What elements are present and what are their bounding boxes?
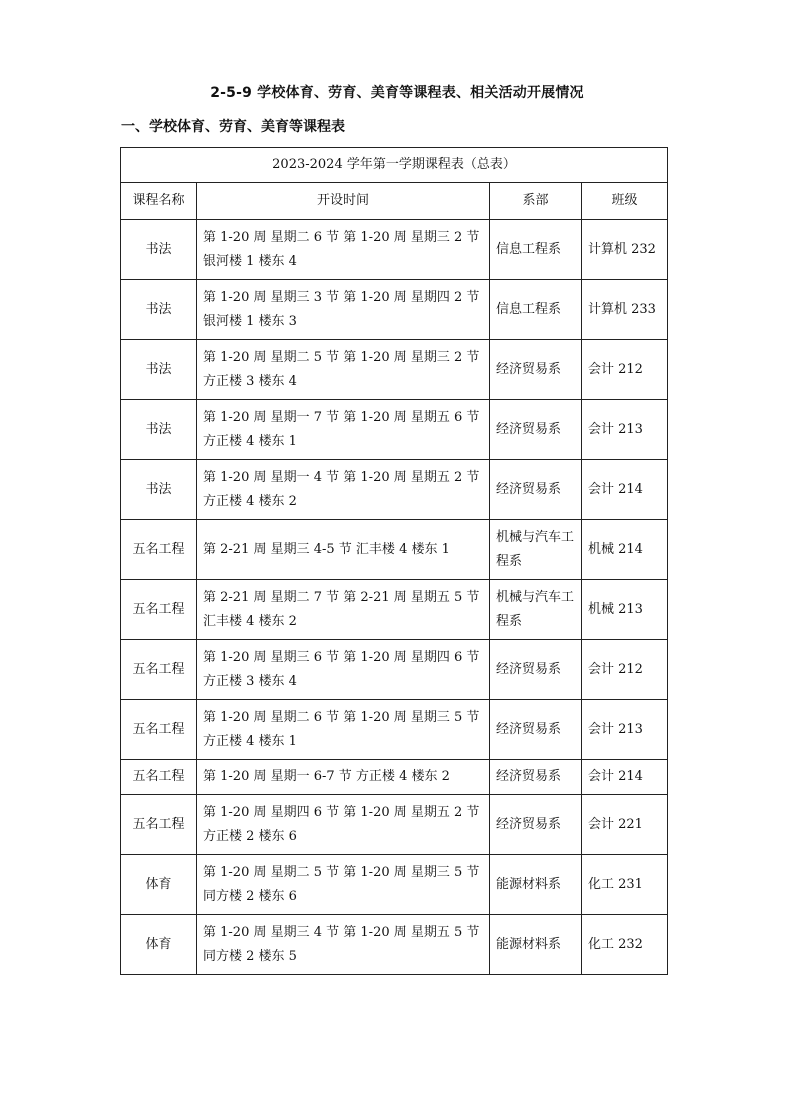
course-name-cell: 书法 — [121, 220, 197, 280]
department-cell: 机械与汽车工程系 — [490, 520, 582, 580]
class-cell: 化工 232 — [582, 915, 668, 975]
table-row — [121, 640, 668, 700]
course-name-cell: 书法 — [121, 460, 197, 520]
department-cell: 经济贸易系 — [490, 340, 582, 400]
course-name-cell: 五名工程 — [121, 760, 197, 795]
table-row — [121, 460, 668, 520]
table-body — [121, 220, 668, 975]
class-cell: 会计 212 — [582, 340, 668, 400]
course-name-cell: 书法 — [121, 280, 197, 340]
header-department: 系部 — [490, 183, 582, 220]
table-row — [121, 760, 668, 795]
table-caption: 2023-2024 学年第一学期课程表（总表） — [121, 148, 668, 183]
class-cell: 会计 213 — [582, 400, 668, 460]
department-cell: 信息工程系 — [490, 280, 582, 340]
class-cell: 计算机 232 — [582, 220, 668, 280]
course-name-cell: 书法 — [121, 340, 197, 400]
table-row — [121, 855, 668, 915]
schedule-time-cell: 第 1-20 周 星期二 6 节 第 1-20 周 星期三 2 节 银河楼 1 楼东 4 — [197, 220, 490, 280]
schedule-time-cell: 第 1-20 周 星期四 6 节 第 1-20 周 星期五 2 节 方正楼 2 楼东 6 — [197, 795, 490, 855]
class-cell: 会计 214 — [582, 460, 668, 520]
header-class: 班级 — [582, 183, 668, 220]
class-cell: 计算机 233 — [582, 280, 668, 340]
course-name-cell: 五名工程 — [121, 580, 197, 640]
class-cell: 会计 212 — [582, 640, 668, 700]
table-row — [121, 220, 668, 280]
document-title: 2-5-9 学校体育、劳育、美育等课程表、相关活动开展情况 — [210, 85, 584, 101]
department-cell: 经济贸易系 — [490, 460, 582, 520]
course-name-cell: 五名工程 — [121, 520, 197, 580]
course-schedule-table — [120, 147, 668, 975]
class-cell: 化工 231 — [582, 855, 668, 915]
table-row — [121, 915, 668, 975]
table-row — [121, 700, 668, 760]
department-cell: 经济贸易系 — [490, 400, 582, 460]
schedule-time-cell: 第 2-21 周 星期三 4-5 节 汇丰楼 4 楼东 1 — [197, 520, 490, 580]
header-course-name: 课程名称 — [121, 183, 197, 220]
class-cell: 会计 213 — [582, 700, 668, 760]
course-name-cell: 体育 — [121, 915, 197, 975]
schedule-time-cell: 第 1-20 周 星期二 5 节 第 1-20 周 星期三 5 节 同方楼 2 楼东 6 — [197, 855, 490, 915]
department-cell: 能源材料系 — [490, 855, 582, 915]
schedule-time-cell: 第 1-20 周 星期一 7 节 第 1-20 周 星期五 6 节 方正楼 4 楼东 1 — [197, 400, 490, 460]
table-header-row — [121, 183, 668, 220]
course-name-cell: 书法 — [121, 400, 197, 460]
table-row — [121, 520, 668, 580]
schedule-time-cell: 第 1-20 周 星期三 6 节 第 1-20 周 星期四 6 节 方正楼 3 楼东 4 — [197, 640, 490, 700]
header-schedule-time: 开设时间 — [197, 183, 490, 220]
course-name-cell: 五名工程 — [121, 640, 197, 700]
department-cell: 经济贸易系 — [490, 640, 582, 700]
table-row — [121, 580, 668, 640]
table-row — [121, 340, 668, 400]
schedule-time-cell: 第 1-20 周 星期二 5 节 第 1-20 周 星期三 2 节 方正楼 3 楼东 4 — [197, 340, 490, 400]
section-heading: 一、学校体育、劳育、美育等课程表 — [121, 119, 345, 135]
department-cell: 信息工程系 — [490, 220, 582, 280]
class-cell: 会计 221 — [582, 795, 668, 855]
course-name-cell: 五名工程 — [121, 795, 197, 855]
class-cell: 机械 214 — [582, 520, 668, 580]
class-cell: 会计 214 — [582, 760, 668, 795]
table-caption-row — [121, 148, 668, 183]
schedule-time-cell: 第 1-20 周 星期三 3 节 第 1-20 周 星期四 2 节 银河楼 1 楼东 3 — [197, 280, 490, 340]
schedule-time-cell: 第 1-20 周 星期一 4 节 第 1-20 周 星期五 2 节 方正楼 4 楼东 2 — [197, 460, 490, 520]
class-cell: 机械 213 — [582, 580, 668, 640]
department-cell: 经济贸易系 — [490, 795, 582, 855]
table-row — [121, 795, 668, 855]
schedule-time-cell: 第 1-20 周 星期一 6-7 节 方正楼 4 楼东 2 — [197, 760, 490, 795]
course-name-cell: 五名工程 — [121, 700, 197, 760]
department-cell: 经济贸易系 — [490, 700, 582, 760]
course-name-cell: 体育 — [121, 855, 197, 915]
department-cell: 机械与汽车工程系 — [490, 580, 582, 640]
schedule-time-cell: 第 2-21 周 星期二 7 节 第 2-21 周 星期五 5 节 汇丰楼 4 楼东 2 — [197, 580, 490, 640]
table-row — [121, 280, 668, 340]
department-cell: 经济贸易系 — [490, 760, 582, 795]
schedule-time-cell: 第 1-20 周 星期三 4 节 第 1-20 周 星期五 5 节 同方楼 2 楼东 5 — [197, 915, 490, 975]
table-row — [121, 400, 668, 460]
department-cell: 能源材料系 — [490, 915, 582, 975]
schedule-time-cell: 第 1-20 周 星期二 6 节 第 1-20 周 星期三 5 节 方正楼 4 楼东 1 — [197, 700, 490, 760]
